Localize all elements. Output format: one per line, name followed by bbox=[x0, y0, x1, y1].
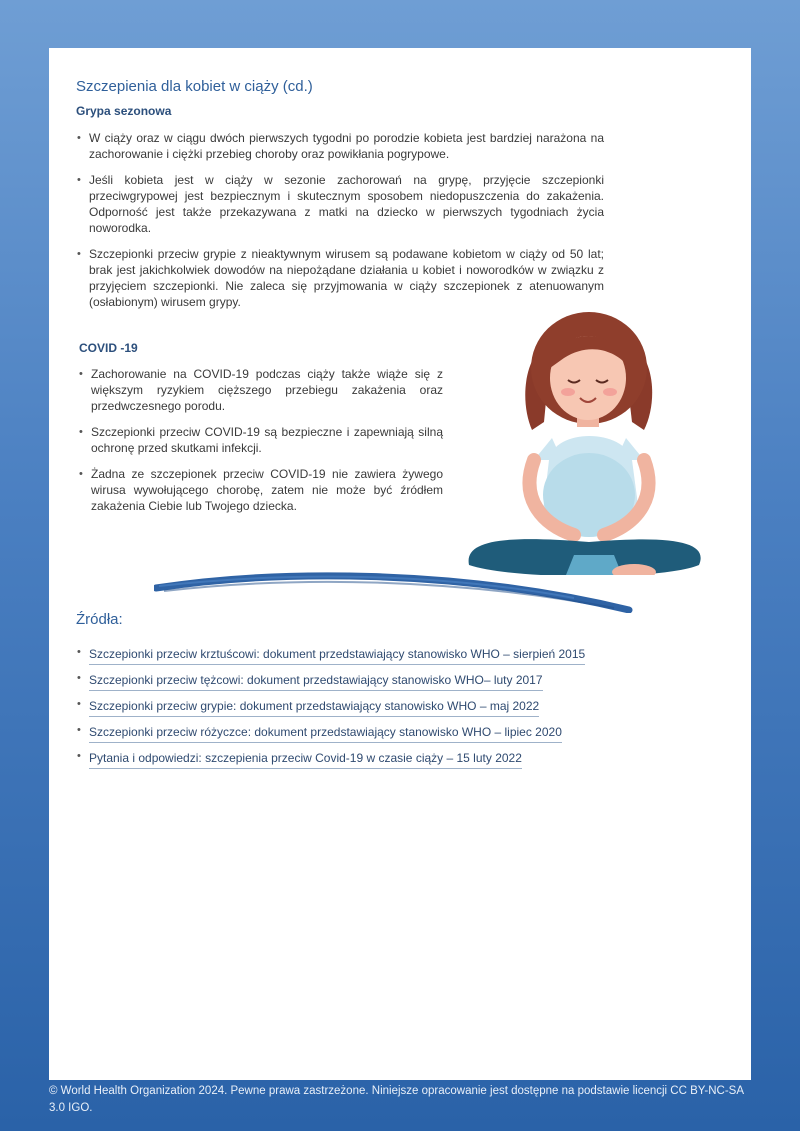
copyright-footer: © World Health Organization 2024. Pewne prawa zastrzeżone. Niniejsze opracowanie jest dostępne na podstawie licencji CC BY-NC-SA 3.0 IGO. bbox=[49, 1085, 744, 1114]
brush-stroke-divider bbox=[154, 568, 634, 613]
page-title: Szczepienia dla kobiet w ciąży (cd.) bbox=[76, 78, 313, 95]
source-item bbox=[76, 671, 676, 697]
source-link-3[interactable]: Szczepionki przeciw grypie: dokument przedstawiający stanowisko WHO – maj 2022 bbox=[89, 699, 539, 717]
source-item bbox=[76, 697, 676, 723]
source-item bbox=[76, 723, 676, 749]
flu-bullet-1: • W ciąży oraz w ciągu dwóch pierwszych tygodni po porodzie kobieta jest bardziej narażona na zachorowanie i ciężki przebieg choroby oraz powikłania pogrypowe. bbox=[76, 130, 604, 162]
flu-heading: Grypa sezonowa bbox=[76, 104, 172, 118]
source-item bbox=[76, 645, 676, 671]
covid-heading: COVID -19 bbox=[79, 341, 138, 355]
source-item bbox=[76, 749, 676, 775]
source-link-4[interactable]: Szczepionki przeciw różyczce: dokument przedstawiający stanowisko WHO – lipiec 2020 bbox=[89, 725, 562, 743]
flu-bullet-3: • Szczepionki przeciw grypie z nieaktywnym wirusem są podawane kobietom w ciąży od 50 lat; brak jest jakichkolwiek dowodów na niepożądane działania u kobiet i noworodków w związku z przyjęciem szczepionki. Nie zaleca się przyjmowania w ciąży szczepionek z atenuowanym (osłabionym) wirusem grypy. bbox=[76, 246, 604, 310]
covid-bullets bbox=[78, 366, 443, 524]
flu-bullet-2: • Jeśli kobieta jest w ciąży w sezonie zachorowań na grypę, przyjęcie szczepionki przeciwgrypowej jest bezpiecznym i skutecznym sposobem niedopuszczenia do zakażenia. Odporność jest także przekazywana z matki na dziecko w pierwszych tygodniach życia noworodka. bbox=[76, 172, 604, 236]
pregnant-woman-illustration bbox=[464, 310, 709, 575]
source-link-5[interactable]: Pytania i odpowiedzi: szczepienia przeciw Covid-19 w czasie ciąży – 15 luty 2022 bbox=[89, 751, 522, 769]
sources-title: Źródła: bbox=[76, 611, 123, 628]
document-page bbox=[49, 48, 751, 1080]
flu-bullets bbox=[76, 130, 604, 320]
covid-bullet-1: • Zachorowanie na COVID-19 podczas ciąży także wiąże się z większym ryzykiem cięższego przebiegu zakażenia oraz przedwczesnego porodu. bbox=[78, 366, 443, 414]
source-link-2[interactable]: Szczepionki przeciw tężcowi: dokument przedstawiający stanowisko WHO– luty 2017 bbox=[89, 673, 543, 691]
sources-list bbox=[76, 645, 676, 775]
source-link-1[interactable]: Szczepionki przeciw krztuścowi: dokument przedstawiający stanowisko WHO – sierpień 2015 bbox=[89, 647, 585, 665]
covid-bullet-2: • Szczepionki przeciw COVID-19 są bezpieczne i zapewniają silną ochronę przed skutkami infekcji. bbox=[78, 424, 443, 456]
covid-bullet-3: • Żadna ze szczepionek przeciw COVID-19 nie zawiera żywego wirusa wywołującego chorobę, zatem nie może być źródłem zakażenia Ciebie lub Twojego dziecka. bbox=[78, 466, 443, 514]
